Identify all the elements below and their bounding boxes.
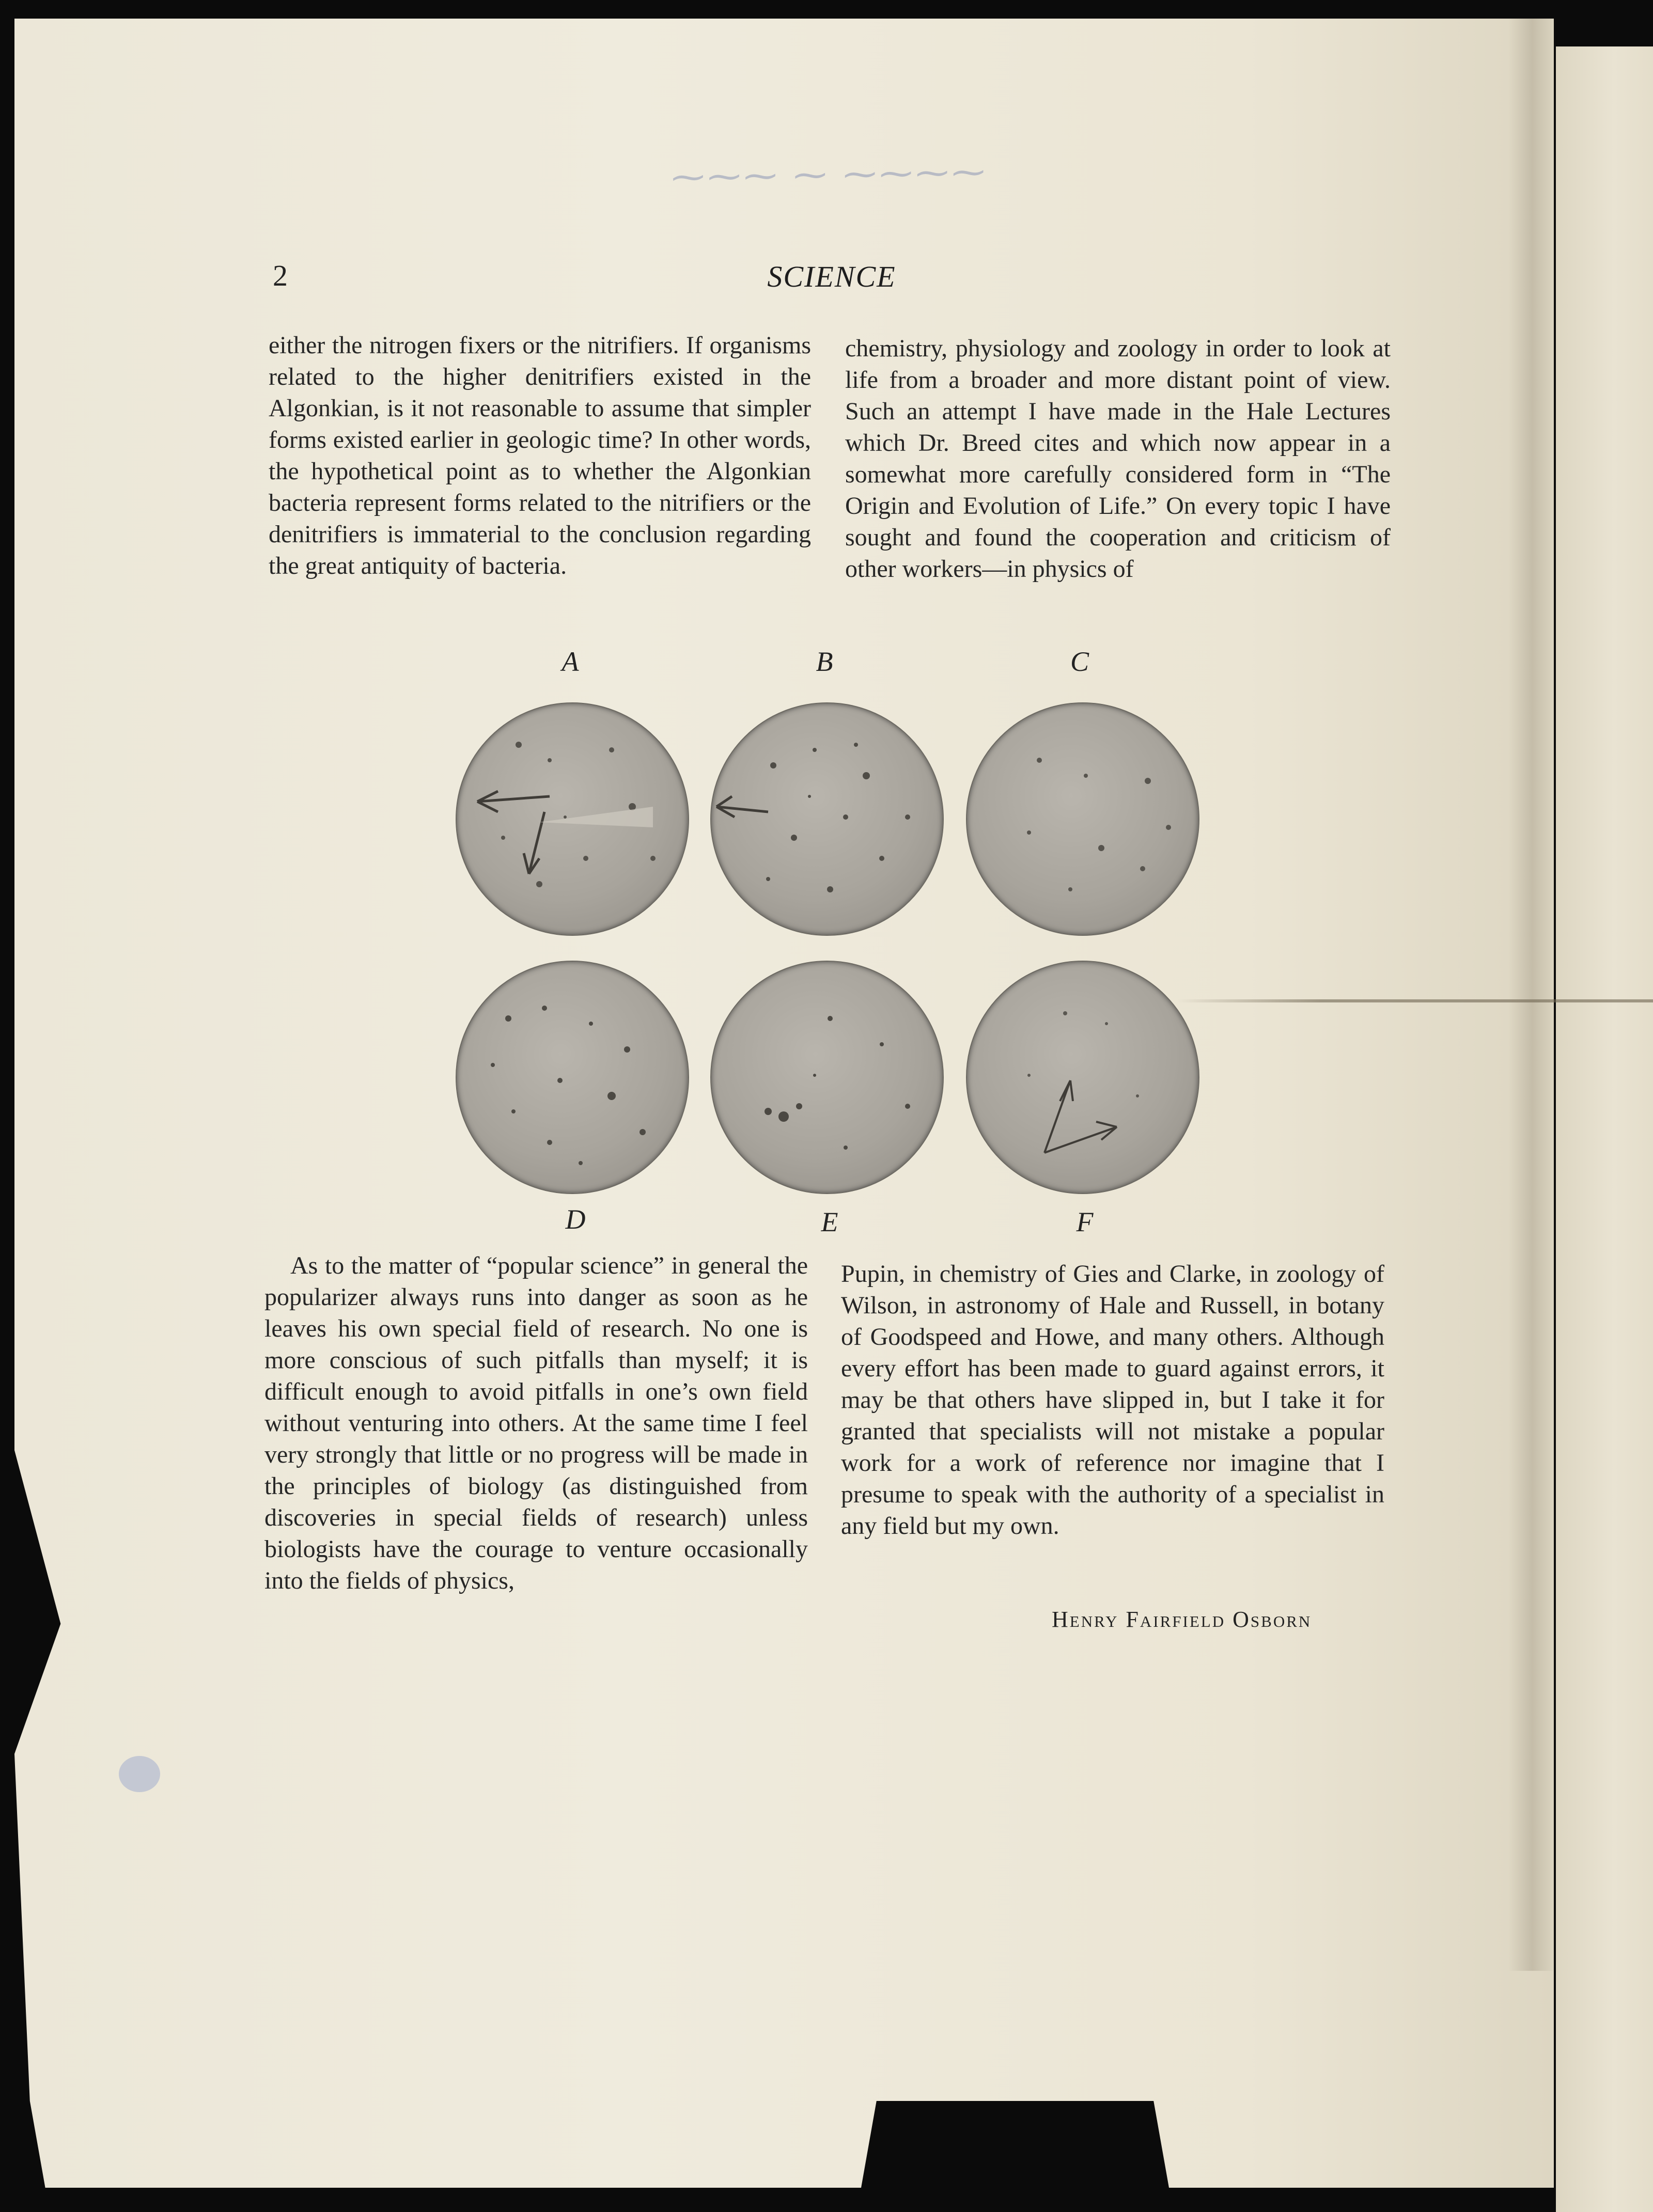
micrograph-plate-c [966,702,1199,936]
micrograph-plate-f [966,961,1199,1194]
micrograph-plate-e [710,961,944,1194]
page-number: 2 [273,259,288,292]
micrograph-plate-a [456,702,689,936]
figure-label-b: B [816,646,833,677]
micrograph-figure [455,646,1209,1240]
author-signature: Henry Fairfield Osborn [1052,1607,1312,1632]
column-top-right [845,333,1391,585]
column-bottom-right [841,1258,1384,1542]
paragraph: chemistry, physiology and zoology in order to look at life from a broader and more distant point of view. Such an attempt I have made in the Hale Lectures which Dr. Breed cites and which now appear in a somewhat more carefully considered form in “The Origin and Evolution of Life.” On every topic I have sought and found the cooperation and criticism of other workers—in physics of [845,335,1391,583]
running-head-journal-title: SCIENCE [767,260,896,293]
page-fold-shadow [1508,19,1556,1971]
paragraph: Pupin, in chemistry of Gies and Clarke, in zoology of Wilson, in astronomy of Hale and Russell, in botany of Goodspeed and Howe, and many others. Although every effort has been made to guard against errors, it may be that others have slipped in, but I take it for granted that specialists will not mistake a popular work for a work of reference nor imagine that I presume to speak with the authority of a specialist in any field but my own. [841,1260,1384,1540]
micrograph-plate-b [710,702,944,936]
column-top-left [269,330,811,582]
paper-crease [1178,999,1653,1002]
figure-label-c: C [1070,646,1089,677]
ink-stain [119,1756,160,1792]
paragraph: As to the matter of “popular science” in general the popularizer always runs into danger as soon as he leaves his own special field of research. No one is more conscious of such pitfalls than myself; it is difficult enough to avoid pitfalls in one’s own field without venturing into others. At the same time I feel very strongly that little or no progress will be made in the principles of biology (as distinguished from discoveries in special fields of research) unless biologists have the courage to venture occasionally into the fields of physics, [264,1252,808,1594]
figure-label-e: E [821,1206,838,1237]
figure-label-d: D [565,1204,586,1235]
micrograph-plate-d [456,961,689,1194]
figure-label-f: F [1076,1206,1094,1237]
column-bottom-left [264,1250,808,1596]
paragraph: either the nitrogen fixers or the nitrifiers. If organisms related to the higher denitrifiers existed in the Algonkian, is it not reasonable to assume that simpler forms existed earlier in geologic time? In other words, the hypothetical point as to whether the Algonkian bacteria represent forms related to the nitrifiers or the denitrifiers is immaterial to the conclusion regarding the great antiquity of bacteria. [269,332,811,579]
adjacent-page-edge [1556,46,1653,2212]
pencil-annotation: ⁓⁓⁓ ⁓ ⁓⁓⁓⁓ [671,153,989,197]
figure-label-a: A [562,646,579,677]
